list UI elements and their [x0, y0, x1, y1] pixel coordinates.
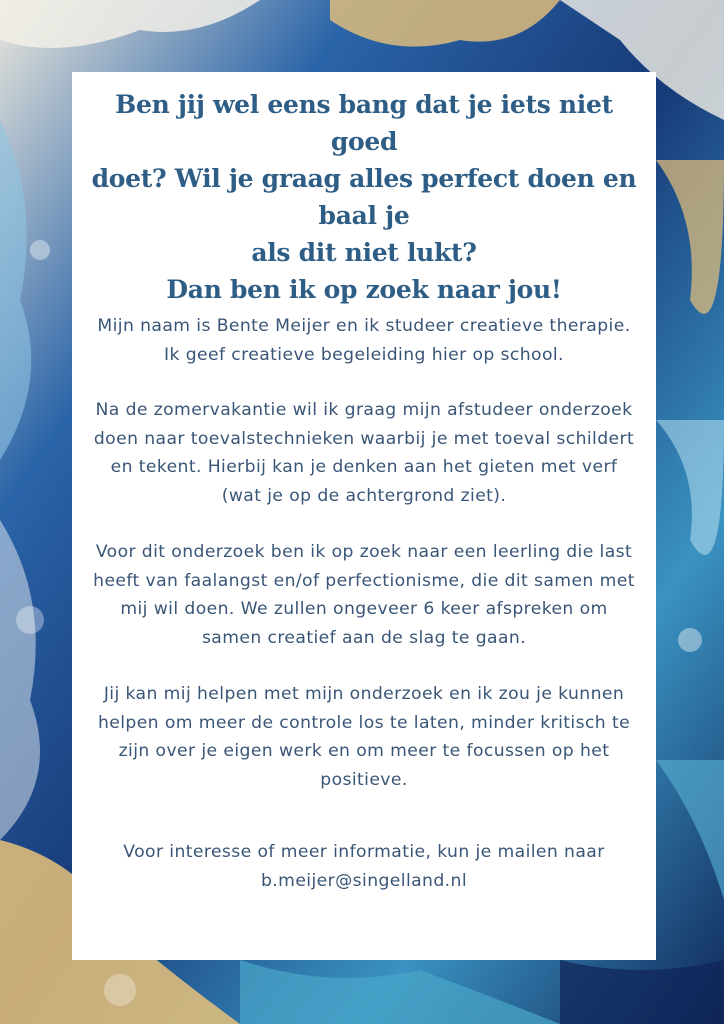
contact-paragraph: [88, 838, 640, 895]
contact-text: Voor interesse of meer informatie, kun je mailen naar: [123, 842, 605, 862]
help-paragraph: Jij kan mij helpen met mijn onderzoek en ik zou je kunnen helpen om meer de controle los te laten, minder kritisch te zijn over je eigen werk en om meer te focussen op het positieve.: [97, 684, 631, 790]
looking-paragraph: Voor dit onderzoek ben ik op zoek naar een leerling die last heeft van faalangst en/of perfectionisme, die dit samen met mij wil doen. We zullen ongeveer 6 keer afspreken om samen creatief aan de slag te gaan.: [93, 542, 635, 648]
email-link[interactable]: b.meijer@singelland.nl: [261, 870, 467, 891]
intro-paragraph: Mijn naam is Bente Meijer en ik studeer creatieve therapie. Ik geef creatieve begeleiding hier op school.: [97, 316, 631, 365]
heading-line: Dan ben ik op zoek naar jou!: [166, 275, 562, 304]
flyer-heading: [88, 86, 640, 308]
heading-line: als dit niet lukt?: [251, 238, 477, 267]
research-paragraph: Na de zomervakantie wil ik graag mijn afstudeer onderzoek doen naar toevalstechnieken waarbij je met toeval schildert en tekent. Hierbij kan je denken aan het gieten met verf (wat je op de achtergrond ziet).: [93, 400, 635, 506]
flyer-card: [72, 72, 656, 960]
heading-line: doet? Wil je graag alles perfect doen en baal je: [91, 164, 637, 230]
heading-line: Ben jij wel eens bang dat je iets niet goed: [115, 90, 613, 156]
